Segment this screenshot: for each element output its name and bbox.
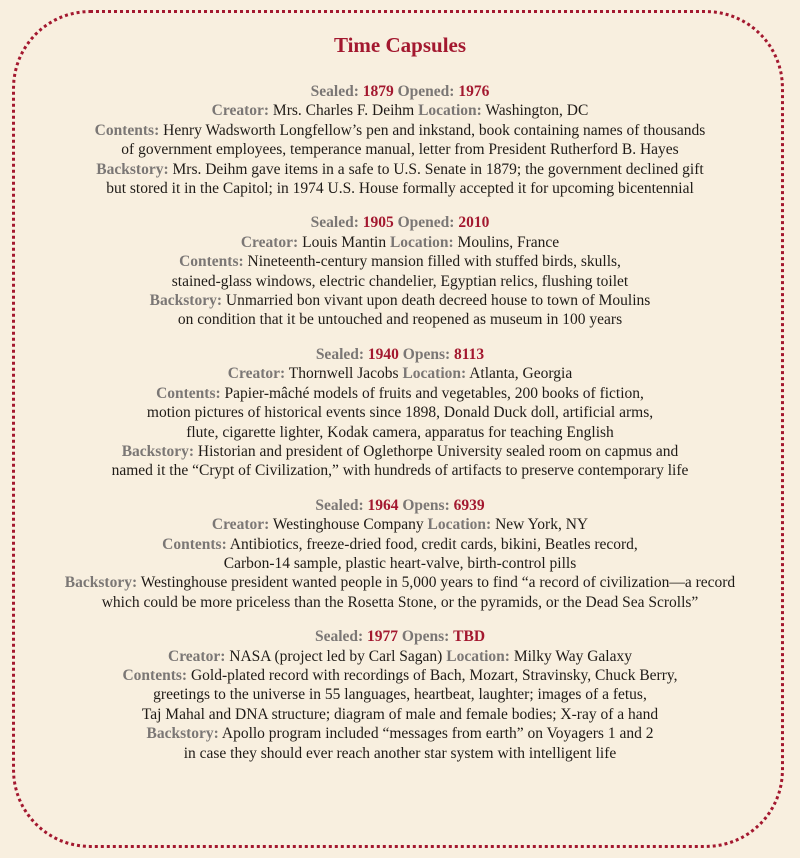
creator-value: Louis Mantin xyxy=(302,233,387,251)
contents-label: Contents: xyxy=(156,384,221,402)
contents-label: Contents: xyxy=(179,253,244,271)
creator-value: NASA (project led by Carl Sagan) xyxy=(229,647,443,665)
creator-value: Westinghouse Company xyxy=(272,516,424,534)
backstory-label: Backstory: xyxy=(121,442,195,460)
open-year: 8113 xyxy=(454,345,485,363)
creator-label: Creator: xyxy=(211,102,270,120)
capsule-list xyxy=(0,82,800,778)
creator-line xyxy=(0,233,800,252)
backstory-text: Westinghouse president wanted people in 5,000 years to find “a record of civilization—a record xyxy=(140,574,736,592)
location-value: Moulins, France xyxy=(457,233,560,251)
contents-text: of government employees, temperance manual, letter from President Rutherford B. Hayes xyxy=(121,141,679,159)
dates-line xyxy=(0,496,800,515)
contents-line xyxy=(0,384,800,403)
backstory-text: on condition that it be untouched and reopened as museum in 100 years xyxy=(177,311,623,329)
backstory-line xyxy=(0,593,800,612)
sealed-year: 1905 xyxy=(362,214,394,232)
backstory-text: but stored it in the Capitol; in 1974 U.S. House formally accepted it for upcoming bicentennial xyxy=(106,180,694,198)
capsule-entry xyxy=(0,213,800,329)
contents-line xyxy=(0,423,800,442)
sealed-year: 1964 xyxy=(367,496,399,514)
contents-text: Papier-mâché models of fruits and vegetables, 200 books of fiction, xyxy=(224,384,644,402)
creator-line xyxy=(0,647,800,666)
contents-line xyxy=(0,121,800,140)
location-label: Location: xyxy=(446,647,510,665)
capsule-entry xyxy=(0,345,800,481)
backstory-text: Mrs. Deihm gave items in a safe to U.S. Senate in 1879; the government declined gift xyxy=(172,160,704,178)
backstory-label: Backstory: xyxy=(149,292,222,310)
contents-text: Nineteenth-century mansion filled with stuffed birds, skulls, xyxy=(247,253,621,271)
backstory-line xyxy=(0,310,800,329)
sealed-label: Sealed: xyxy=(314,628,364,646)
location-value: Washington, DC xyxy=(485,102,589,120)
creator-value: Mrs. Charles F. Deihm xyxy=(272,102,415,120)
dates-line xyxy=(0,345,800,364)
sealed-label: Sealed: xyxy=(310,83,359,100)
backstory-line xyxy=(0,461,800,480)
contents-line xyxy=(0,685,800,704)
dates-line xyxy=(0,627,800,646)
sealed-label: Sealed: xyxy=(315,496,364,514)
contents-line xyxy=(0,140,800,159)
location-label: Location: xyxy=(389,233,454,251)
contents-line xyxy=(0,666,800,685)
backstory-line xyxy=(0,442,800,461)
creator-line xyxy=(0,364,800,383)
creator-label: Creator: xyxy=(211,516,270,534)
backstory-text: in case they should ever reach another star system with intelligent life xyxy=(183,744,617,762)
location-value: New York, NY xyxy=(495,516,589,534)
location-label: Location: xyxy=(427,516,492,534)
location-value: Milky Way Galaxy xyxy=(513,647,632,665)
backstory-text: Apollo program included “messages from earth” on Voyagers 1 and 2 xyxy=(221,725,654,743)
creator-line xyxy=(0,515,800,534)
creator-line xyxy=(0,101,800,120)
contents-line xyxy=(0,535,800,554)
contents-line xyxy=(0,554,800,573)
sealed-year: 1879 xyxy=(362,83,394,100)
open-label: Opens: xyxy=(402,345,451,363)
contents-line xyxy=(0,272,800,291)
sealed-label: Sealed: xyxy=(310,214,359,232)
open-label: Opened: xyxy=(397,83,455,100)
creator-label: Creator: xyxy=(240,233,299,251)
contents-text: Carbon-14 sample, plastic heart-valve, birth-control pills xyxy=(223,554,577,572)
open-year: 2010 xyxy=(458,214,490,232)
backstory-text: which could be more priceless than the Rosetta Stone, or the pyramids, or the Dead Sea Scrolls” xyxy=(101,593,699,611)
page-title: Time Capsules xyxy=(333,33,467,57)
contents-line xyxy=(0,252,800,271)
backstory-label: Backstory: xyxy=(146,725,219,743)
open-year: 1976 xyxy=(458,83,490,100)
sealed-year: 1940 xyxy=(367,345,399,363)
backstory-text: Unmarried bon vivant upon death decreed house to town of Moulins xyxy=(225,292,651,310)
open-year: TBD xyxy=(453,628,486,646)
contents-label: Contents: xyxy=(162,535,227,553)
capsule-entry xyxy=(0,496,800,612)
capsule-entry xyxy=(0,627,800,763)
backstory-line xyxy=(0,179,800,198)
contents-text: Taj Mahal and DNA structure; diagram of male and female bodies; X-ray of a hand xyxy=(141,705,659,723)
contents-text: greetings to the universe in 55 languages, heartbeat, laughter; images of a fetus, xyxy=(153,686,647,704)
contents-line xyxy=(0,705,800,724)
open-label: Opened: xyxy=(397,214,455,232)
open-label: Opens: xyxy=(401,628,450,646)
creator-label: Creator: xyxy=(168,647,226,665)
creator-label: Creator: xyxy=(227,365,286,383)
backstory-line xyxy=(0,573,800,592)
dates-line xyxy=(0,82,800,101)
backstory-text: named it the “Crypt of Civilization,” with hundreds of artifacts to preserve contemporary life xyxy=(111,462,689,480)
contents-text: flute, cigarette lighter, Kodak camera, apparatus for teaching English xyxy=(186,423,614,441)
backstory-label: Backstory: xyxy=(64,574,138,592)
location-label: Location: xyxy=(418,102,482,120)
location-value: Atlanta, Georgia xyxy=(469,365,573,383)
backstory-line xyxy=(0,160,800,179)
sealed-label: Sealed: xyxy=(315,345,365,363)
contents-label: Contents: xyxy=(94,121,160,139)
dates-line xyxy=(0,213,800,232)
backstory-line xyxy=(0,291,800,310)
backstory-text: Historian and president of Oglethorpe University sealed room on capmus and xyxy=(197,442,679,460)
contents-label: Contents: xyxy=(122,666,188,684)
capsule-entry xyxy=(0,82,800,198)
creator-value: Thornwell Jacobs xyxy=(288,365,399,383)
open-label: Opens: xyxy=(402,496,450,514)
contents-line xyxy=(0,403,800,422)
contents-text: Gold-plated record with recordings of Bach, Mozart, Stravinsky, Chuck Berry, xyxy=(190,666,678,684)
contents-text: motion pictures of historical events since 1898, Donald Duck doll, artificial arms, xyxy=(146,404,654,422)
location-label: Location: xyxy=(402,365,467,383)
contents-text: stained-glass windows, electric chandelier, Egyptian relics, flushing toilet xyxy=(171,272,629,290)
backstory-line xyxy=(0,724,800,743)
open-year: 6939 xyxy=(453,496,485,514)
backstory-label: Backstory: xyxy=(96,160,169,178)
backstory-line xyxy=(0,744,800,763)
sealed-year: 1977 xyxy=(367,628,399,646)
contents-text: Henry Wadsworth Longfellow’s pen and inkstand, book containing names of thousands xyxy=(163,121,706,139)
contents-text: Antibiotics, freeze-dried food, credit cards, bikini, Beatles record, xyxy=(229,535,638,553)
